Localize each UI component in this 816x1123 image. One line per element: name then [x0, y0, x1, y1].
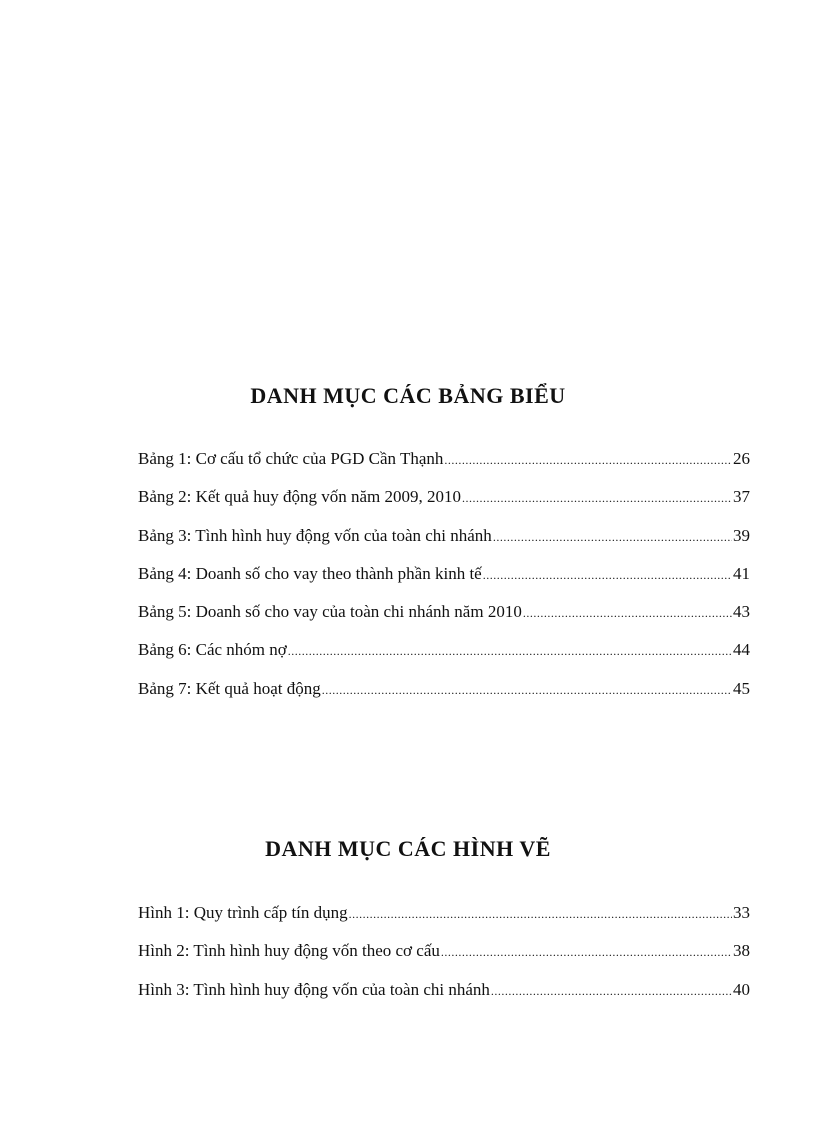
list-item[interactable]	[138, 679, 750, 717]
list-item[interactable]	[138, 602, 750, 640]
dot-leader	[441, 945, 732, 960]
list-item[interactable]	[138, 640, 750, 678]
entry-label: Bảng 2: Kết quả huy động vốn năm 2009, 2010	[138, 487, 461, 507]
dot-leader	[288, 644, 732, 659]
entry-label: Bảng 6: Các nhóm nợ	[138, 640, 287, 660]
entry-label: Bảng 5: Doanh số cho vay của toàn chi nhánh năm 2010	[138, 602, 522, 622]
figures-list-title: DANH MỤC CÁC HÌNH VẼ	[265, 836, 551, 861]
page-number: 38	[733, 941, 750, 961]
entry-label: Hình 2: Tình hình huy động vốn theo cơ cấu	[138, 941, 440, 961]
entry-label: Hình 3: Tình hình huy động vốn của toàn chi nhánh	[138, 979, 490, 999]
entry-label: Bảng 7: Kết quả hoạt động	[138, 678, 321, 698]
entry-label: Hình 1: Quy trình cấp tín dụng	[138, 903, 348, 922]
list-item[interactable]	[138, 487, 750, 525]
page-number: 41	[733, 563, 750, 583]
entry-label: Bảng 3: Tình hình huy động vốn của toàn chi nhánh	[138, 525, 492, 545]
tables-list-title: DANH MỤC CÁC BẢNG BIỂU	[250, 383, 566, 408]
dot-leader	[483, 568, 732, 583]
page-number: 40	[733, 979, 750, 999]
list-item[interactable]	[138, 449, 750, 487]
list-item[interactable]	[138, 980, 750, 1018]
page-number: 45	[733, 678, 750, 698]
dot-leader	[523, 606, 732, 621]
list-item[interactable]	[138, 564, 750, 602]
entry-label: Bảng 1: Cơ cấu tổ chức của PGD Cần Thạnh	[138, 449, 444, 468]
dot-leader	[493, 530, 732, 545]
page-number: 33	[733, 903, 750, 922]
list-item[interactable]	[138, 526, 750, 564]
page-number: 39	[733, 525, 750, 545]
entry-label: Bảng 4: Doanh số cho vay theo thành phần kinh tế	[138, 563, 482, 583]
page-number: 43	[733, 602, 750, 622]
list-item[interactable]	[138, 903, 750, 941]
dot-leader	[444, 453, 732, 468]
page-number: 26	[733, 449, 750, 468]
list-item[interactable]	[138, 941, 750, 979]
dot-leader	[491, 984, 732, 999]
dot-leader	[349, 907, 732, 922]
tables-list	[138, 449, 750, 717]
dot-leader	[322, 683, 732, 698]
figures-list	[138, 903, 750, 1018]
dot-leader	[462, 491, 732, 506]
page-number: 37	[733, 487, 750, 507]
page-number: 44	[733, 640, 750, 660]
